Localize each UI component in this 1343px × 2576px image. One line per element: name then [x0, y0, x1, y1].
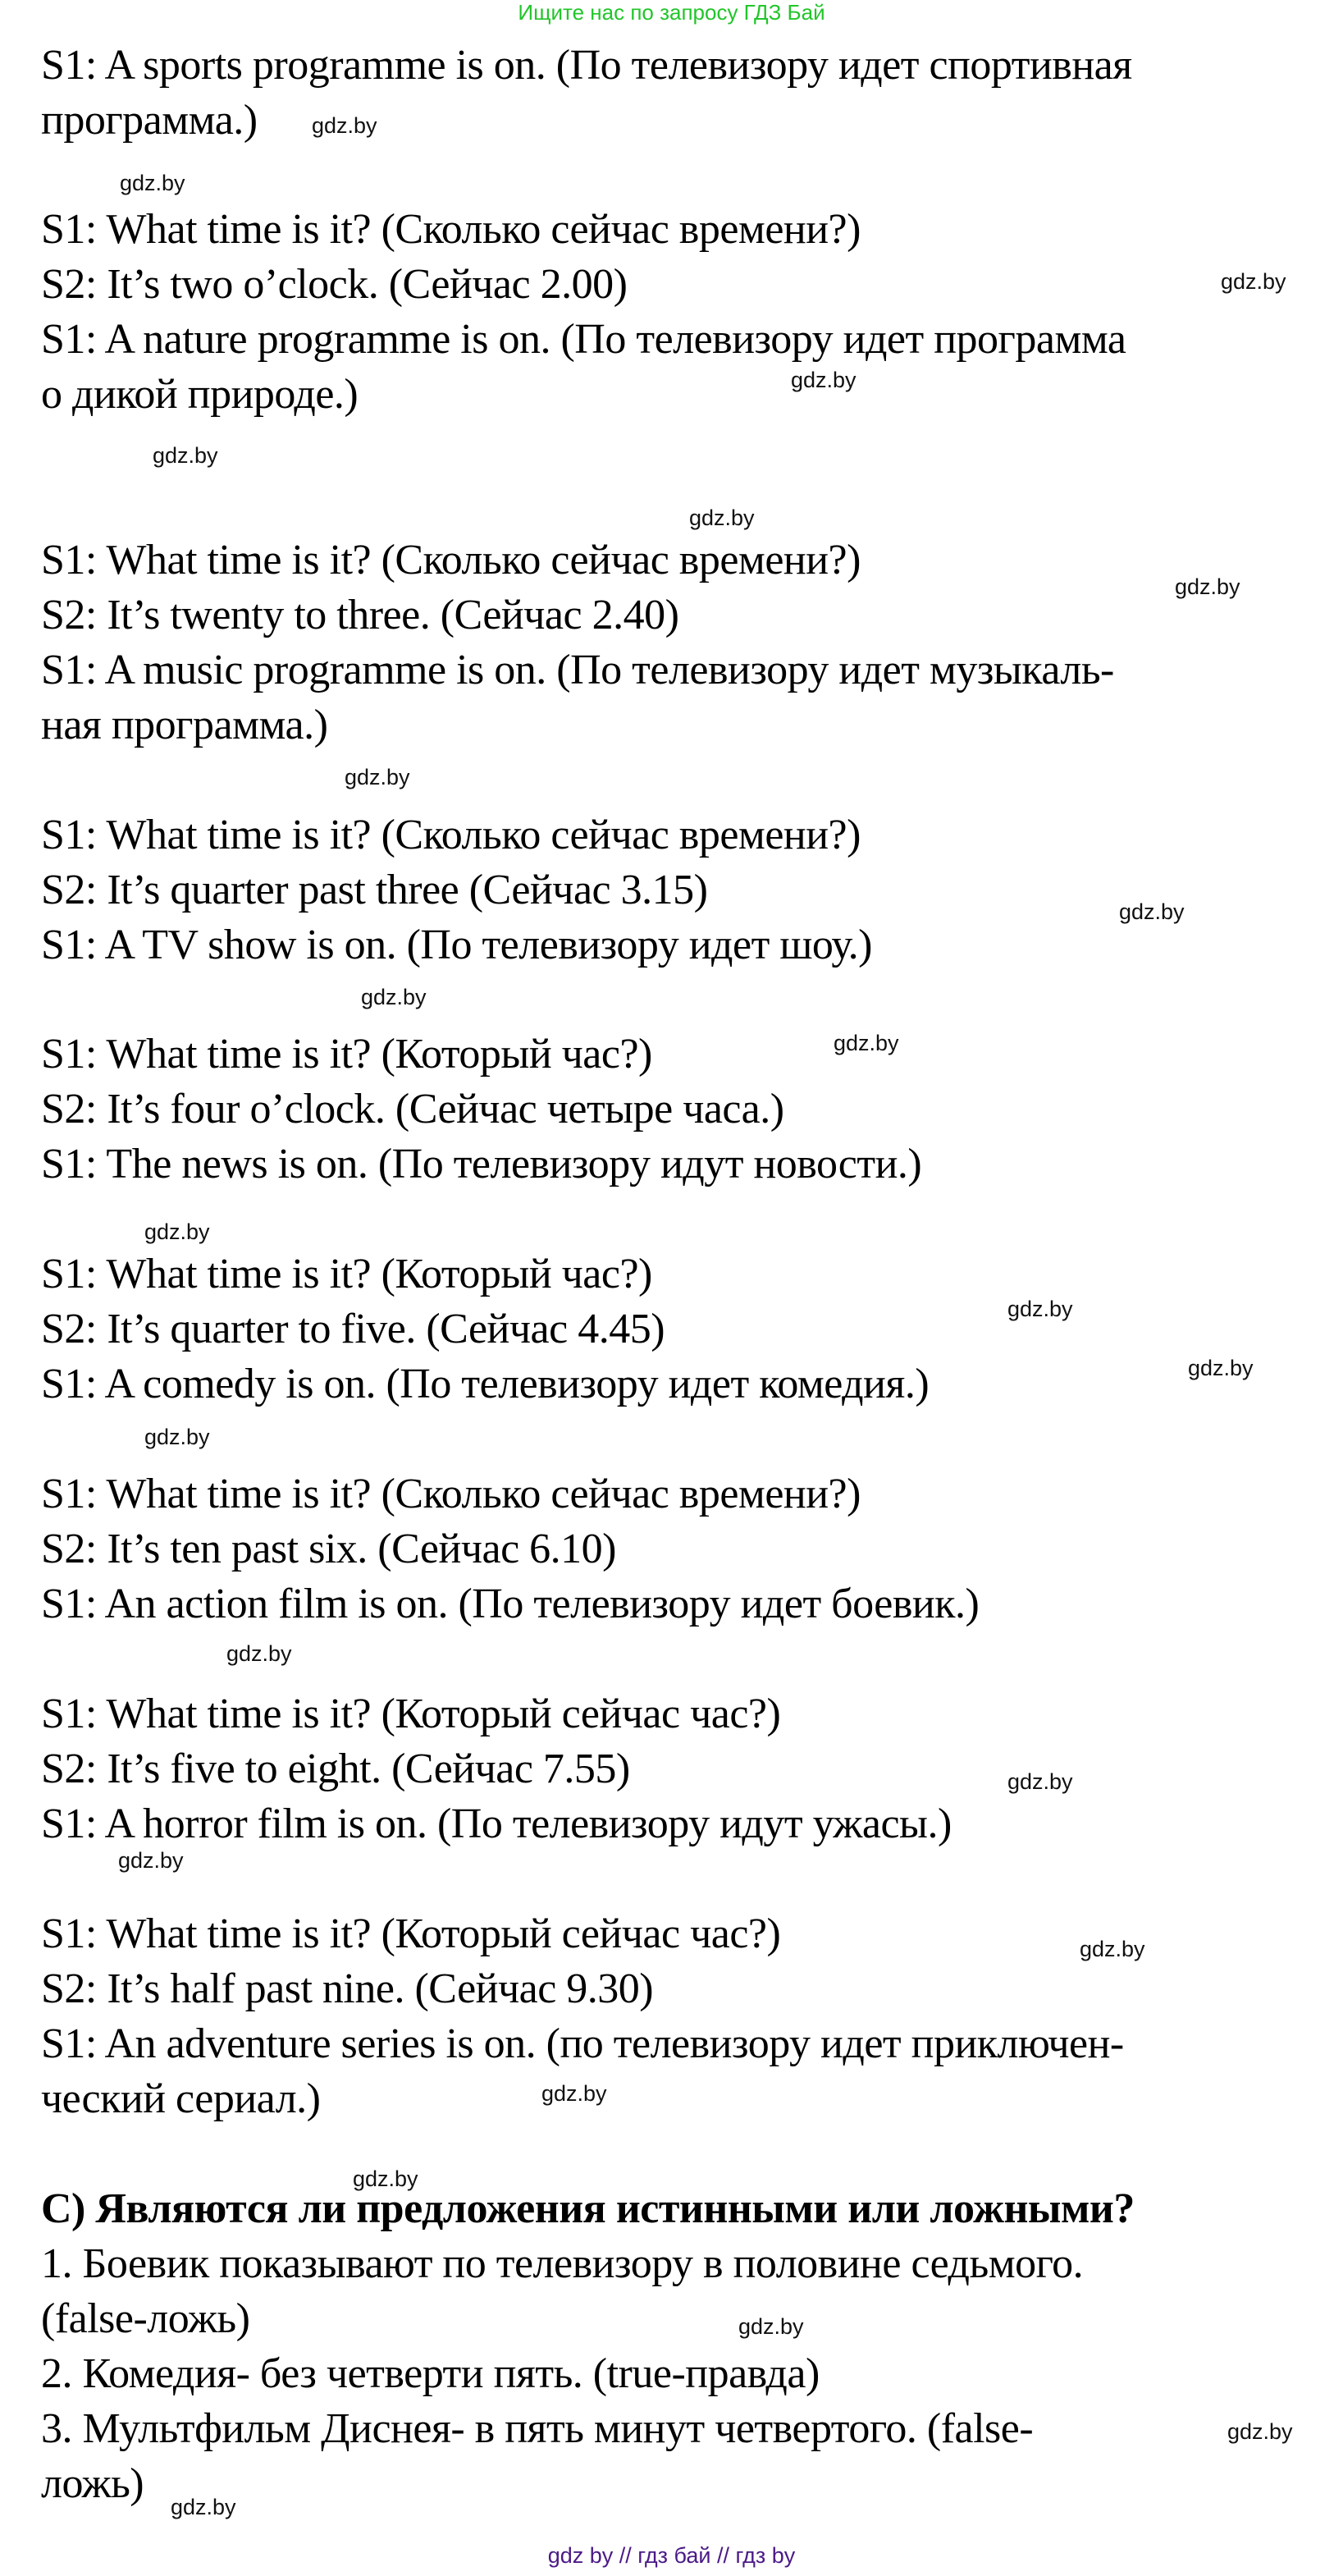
dialogue-line: S2: It’s quarter past three (Сейчас 3.15)	[41, 867, 708, 913]
dialogue-line: S1: What time is it? (Который час?)	[41, 1251, 652, 1297]
dialogue-line: S1: What time is it? (Который сейчас час?)	[41, 1910, 781, 1957]
dialogue-line: S1: What time is it? (Сколько сейчас времени?)	[41, 537, 861, 583]
dialogue-line: S1: An action film is on. (По телевизору идет боевик.)	[41, 1581, 980, 1627]
watermark: gdz.by	[689, 506, 755, 530]
watermark: gdz.by	[353, 2166, 418, 2191]
dialogue-line: ная программа.)	[41, 702, 328, 748]
watermark: gdz.by	[541, 2081, 607, 2106]
watermark: gdz.by	[738, 2314, 804, 2339]
answer-line: 2. Комедия- без четверти пять. (true-правда)	[41, 2350, 820, 2397]
watermark: gdz.by	[834, 1031, 899, 1055]
watermark: gdz.by	[345, 765, 410, 789]
dialogue-line: S1: An adventure series is on. (по телевизору идет приключен-	[41, 2020, 1124, 2067]
watermark: gdz.by	[120, 171, 185, 195]
dialogue-line: программа.)	[41, 97, 258, 144]
watermark: gdz.by	[1221, 269, 1286, 294]
dialogue-line: S1: A sports programme is on. (По телевизору идет спортивная	[41, 42, 1132, 89]
dialogue-line: S2: It’s quarter to five. (Сейчас 4.45)	[41, 1306, 665, 1352]
dialogue-line: S2: It’s twenty to three. (Сейчас 2.40)	[41, 592, 679, 638]
watermark: gdz.by	[791, 368, 857, 392]
watermark: gdz.by	[1007, 1769, 1073, 1794]
dialogue-line: о дикой природе.)	[41, 371, 359, 418]
section-heading: C) Являются ли предложения истинными или ложными?	[41, 2185, 1135, 2232]
watermark: gdz.by	[1119, 899, 1185, 924]
watermark: gdz.by	[312, 113, 377, 138]
site-banner: Ищите нас по запросу ГДЗ Бай	[518, 0, 825, 25]
dialogue-line: S1: What time is it? (Сколько сейчас времени?)	[41, 206, 861, 253]
watermark: gdz.by	[1175, 574, 1240, 599]
dialogue-line: ческий сериал.)	[41, 2075, 321, 2122]
dialogue-line: S1: What time is it? (Который сейчас час?)	[41, 1691, 781, 1737]
watermark: gdz.by	[153, 443, 218, 468]
watermark: gdz.by	[361, 985, 427, 1009]
dialogue-line: S1: A comedy is on. (По телевизору идет комедия.)	[41, 1361, 930, 1407]
dialogue-line: S2: It’s half past nine. (Сейчас 9.30)	[41, 1965, 654, 2012]
dialogue-line: S1: A nature programme is on. (По телевизору идет программа	[41, 316, 1126, 363]
dialogue-line: S1: What time is it? (Который час?)	[41, 1031, 652, 1078]
watermark: gdz.by	[144, 1425, 210, 1449]
watermark: gdz.by	[118, 1848, 184, 1873]
answer-line: 3. Мультфильм Диснея- в пять минут четвертого. (false-	[41, 2405, 1034, 2452]
dialogue-line: S1: The news is on. (По телевизору идут новости.)	[41, 1141, 922, 1187]
footer-links: gdz by // гдз бай // гдз by	[547, 2543, 796, 2568]
watermark: gdz.by	[226, 1641, 292, 1666]
answer-line: 1. Боевик показывают по телевизору в половине седьмого.	[41, 2240, 1084, 2287]
answer-line: (false-ложь)	[41, 2295, 250, 2342]
watermark: gdz.by	[1080, 1937, 1145, 1961]
dialogue-line: S2: It’s ten past six. (Сейчас 6.10)	[41, 1526, 616, 1572]
dialogue-line: S1: What time is it? (Сколько сейчас времени?)	[41, 812, 861, 858]
dialogue-line: S1: A TV show is on. (По телевизору идет шоу.)	[41, 922, 872, 968]
watermark: gdz.by	[171, 2495, 236, 2519]
dialogue-line: S2: It’s five to eight. (Сейчас 7.55)	[41, 1746, 630, 1792]
dialogue-line: S2: It’s two o’clock. (Сейчас 2.00)	[41, 261, 628, 308]
dialogue-line: S1: What time is it? (Сколько сейчас времени?)	[41, 1471, 861, 1517]
watermark: gdz.by	[1007, 1297, 1073, 1321]
answer-line: ложь)	[41, 2460, 144, 2507]
dialogue-line: S2: It’s four o’clock. (Сейчас четыре часа.)	[41, 1086, 784, 1132]
watermark: gdz.by	[1227, 2419, 1293, 2444]
dialogue-line: S1: A horror film is on. (По телевизору идут ужасы.)	[41, 1800, 952, 1847]
dialogue-line: S1: A music programme is on. (По телевизору идет музыкаль-	[41, 647, 1114, 693]
watermark: gdz.by	[144, 1219, 210, 1244]
watermark: gdz.by	[1188, 1356, 1254, 1380]
